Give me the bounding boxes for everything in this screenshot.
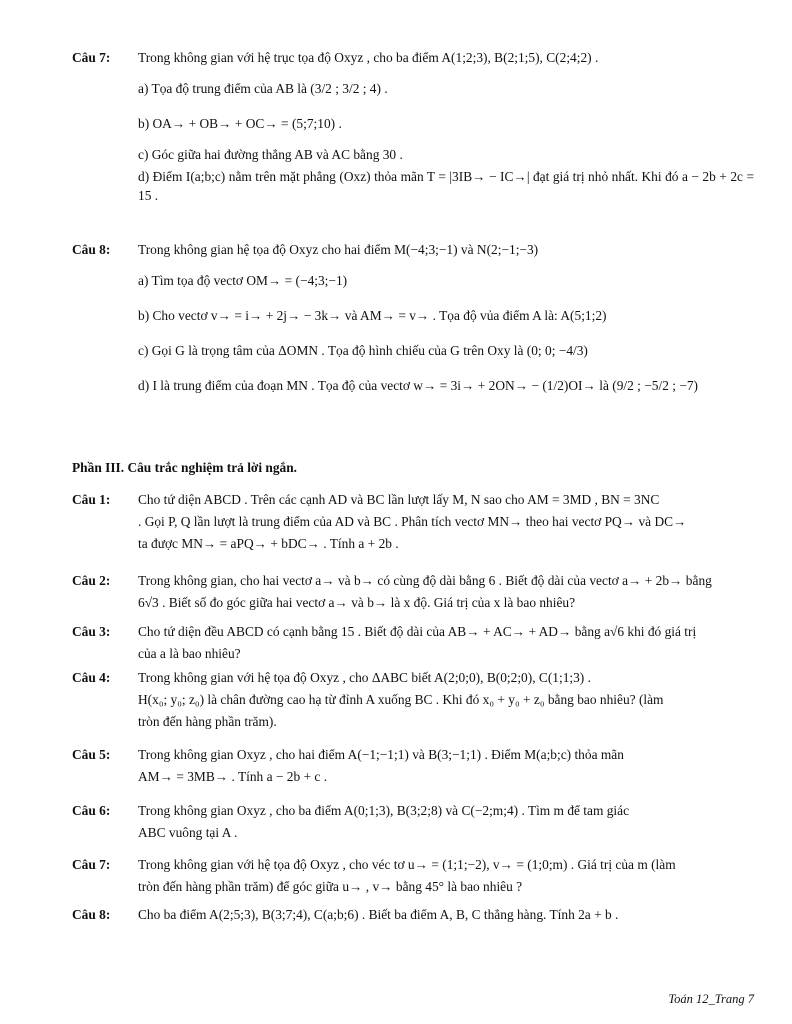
question-line: Cho ba điểm A(2;5;3), B(3;7;4), C(a;b;6) . Biết ba điểm A, B, C thẳng hàng. Tính 2a + b . bbox=[138, 907, 619, 922]
question-line: tròn đến hàng phần trăm). bbox=[138, 714, 277, 729]
short-answer-question-4 bbox=[72, 668, 754, 734]
question-number: Câu 2: bbox=[72, 573, 111, 588]
question-line: Trong không gian với hệ tọa độ Oxyz , cho véc tơ u→ = (1;1;−2), v→ = (1;0;m) . Giá trị của m (làm bbox=[138, 857, 676, 872]
statement-d: d) I là trung điểm của đoạn MN . Tọa độ của vectơ w→ = 3i→ + 2ON→ − (1/2)OI→ là (9/2 ; −5/2 ; −7) bbox=[138, 378, 699, 393]
statement-a: a) Tìm tọa độ vectơ OM→ = (−4;3;−1) bbox=[138, 273, 348, 288]
statement-b: b) Cho vectơ v→ = i→ + 2j→ − 3k→ và AM→ = v→ . Tọa độ vủa điểm A là: A(5;1;2) bbox=[138, 308, 607, 323]
statement-c: c) Góc giữa hai đường thẳng AB và AC bằng 30 . bbox=[138, 147, 403, 162]
question-line: tròn đến hàng phần trăm) để góc giữa u→ , v→ bằng 45° là bao nhiêu ? bbox=[138, 879, 523, 894]
question-line: 6√3 . Biết số đo góc giữa hai vectơ a→ và b→ là x độ. Giá trị của x là bao nhiêu? bbox=[138, 595, 576, 610]
short-answer-question-2 bbox=[72, 571, 754, 615]
short-answer-question-5 bbox=[72, 745, 754, 789]
question-stem: Trong không gian hệ tọa độ Oxyz cho hai điểm M(−4;3;−1) và N(2;−1;−3) bbox=[138, 242, 539, 257]
question-line: ta được MN→ = aPQ→ + bDC→ . Tính a + 2b . bbox=[138, 536, 399, 551]
question-number: Câu 8: bbox=[72, 907, 111, 922]
section-title: Phần III. Câu trắc nghiệm trả lời ngắn. bbox=[72, 460, 298, 475]
question-number: Câu 5: bbox=[72, 747, 111, 762]
short-answer-question-7 bbox=[72, 855, 754, 899]
short-answer-question-6 bbox=[72, 801, 754, 845]
question-line: của a là bao nhiêu? bbox=[138, 646, 241, 661]
question-line: Trong không gian Oxyz , cho ba điểm A(0;1;3), B(3;2;8) và C(−2;m;4) . Tìm m để tam giác bbox=[138, 803, 630, 818]
question-number: Câu 4: bbox=[72, 670, 111, 685]
short-answer-question-8 bbox=[72, 905, 754, 927]
question-line: Trong không gian với hệ tọa độ Oxyz , cho ΔABC biết A(2;0;0), B(0;2;0), C(1;1;3) . bbox=[138, 670, 591, 685]
question-number: Câu 7: bbox=[72, 50, 111, 65]
statement-b: b) OA→ + OB→ + OC→ = (5;7;10) . bbox=[138, 116, 342, 131]
short-answer-question-1 bbox=[72, 490, 754, 556]
question-number: Câu 6: bbox=[72, 803, 111, 818]
statement-d: d) Điểm I(a;b;c) nằm trên mặt phẳng (Oxz) thỏa mãn T = |3IB→ − IC→| đạt giá trị nhỏ nhất. Khi đó a − 2b + 2c = 15 . bbox=[138, 169, 754, 203]
question-line: Cho tứ diện ABCD . Trên các cạnh AD và BC lần lượt lấy M, N sao cho AM = 3MD , BN = 3NC bbox=[138, 492, 660, 507]
question-line: Trong không gian, cho hai vectơ a→ và b→ có cùng độ dài bằng 6 . Biết độ dài của vectơ a→ + 2b→ bằng bbox=[138, 573, 712, 588]
page-footer: Toán 12_Trang 7 bbox=[668, 992, 754, 1006]
question-8-true-false bbox=[72, 240, 754, 407]
question-line: . Gọi P, Q lần lượt là trung điểm của AD và BC . Phân tích vectơ MN→ theo hai vectơ PQ→ và DC→ bbox=[138, 514, 687, 529]
question-line: Trong không gian Oxyz , cho hai điểm A(−1;−1;1) và B(3;−1;1) . Điểm M(a;b;c) thỏa mãn bbox=[138, 747, 624, 762]
question-line: H(x₀; y₀; z₀) là chân đường cao hạ từ đỉnh A xuống BC . Khi đó x₀ + y₀ + z₀ bằng bao nhiêu? (làm bbox=[138, 692, 664, 707]
question-number: Câu 3: bbox=[72, 624, 111, 639]
statement-c: c) Gọi G là trọng tâm của ΔOMN . Tọa độ hình chiếu của G trên Oxy là (0; 0; −4/3) bbox=[138, 343, 588, 358]
question-number: Câu 8: bbox=[72, 242, 111, 257]
question-number: Câu 1: bbox=[72, 492, 111, 507]
statement-a: a) Tọa độ trung điểm của AB là (3/2 ; 3/2 ; 4) . bbox=[138, 81, 388, 96]
question-number: Câu 7: bbox=[72, 857, 111, 872]
question-line: AM→ = 3MB→ . Tính a − 2b + c . bbox=[138, 769, 328, 784]
question-stem: Trong không gian với hệ trục tọa độ Oxyz , cho ba điểm A(1;2;3), B(2;1;5), C(2;4;2) . bbox=[138, 50, 599, 65]
question-line: Cho tứ diện đều ABCD có cạnh bằng 15 . Biết độ dài của AB→ + AC→ + AD→ bằng a√6 khi đó giá trị bbox=[138, 624, 697, 639]
short-answer-question-3 bbox=[72, 622, 754, 666]
question-7-true-false bbox=[72, 48, 754, 213]
question-line: ABC vuông tại A . bbox=[138, 825, 238, 840]
